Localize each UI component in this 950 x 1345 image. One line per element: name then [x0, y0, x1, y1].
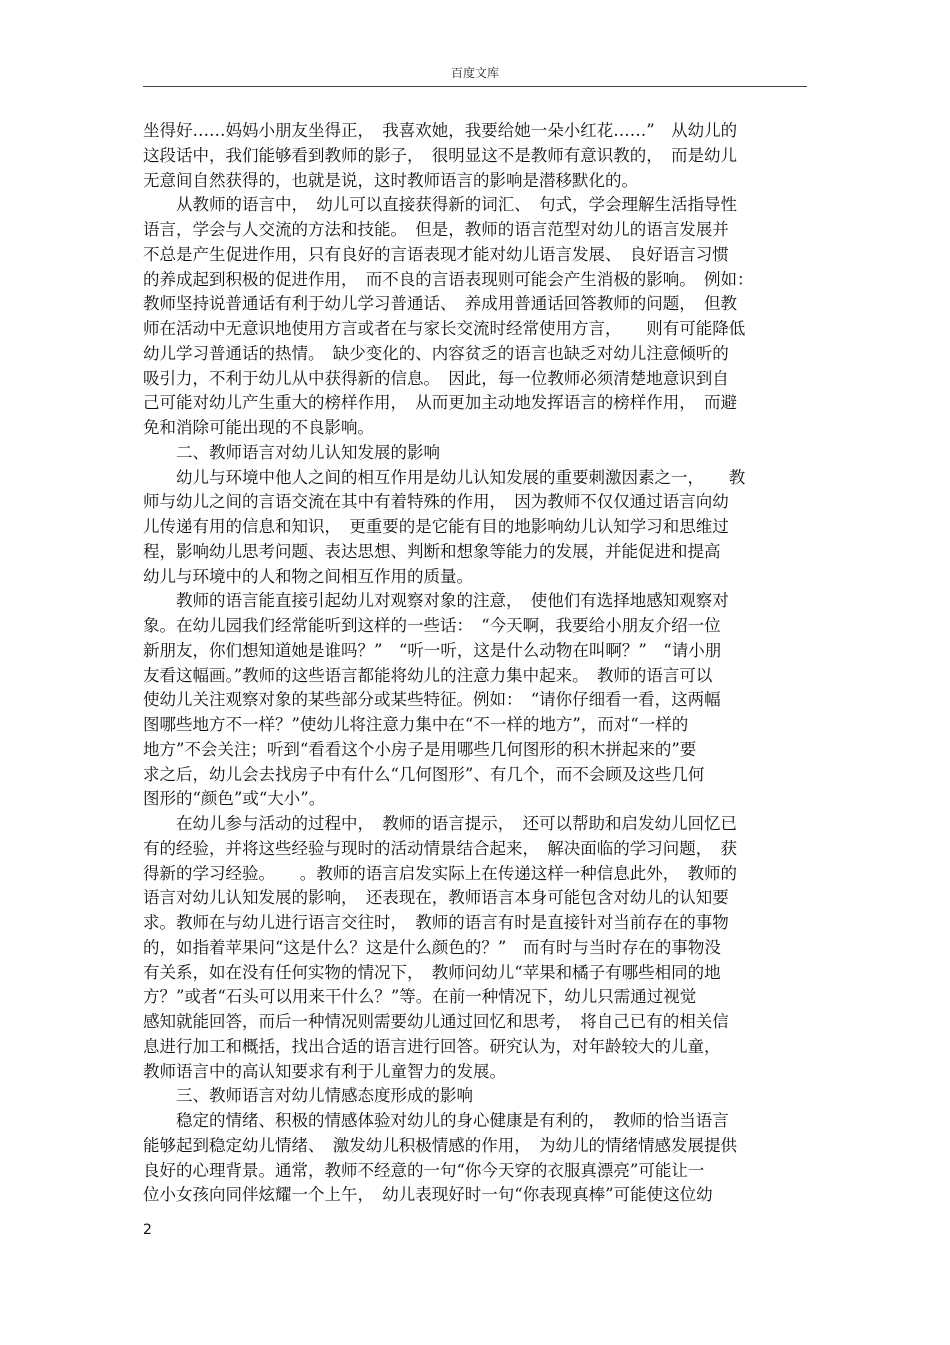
text-line: 吸引力，不利于幼儿从中获得新的信息。 因此，每一位教师必须清楚地意识到自	[143, 368, 729, 388]
text-line: 师与幼儿之间的言语交流在其中有着特殊的作用， 因为教师不仅仅通过语言向幼	[143, 492, 729, 512]
text-line: 己可能对幼儿产生重大的榜样作用， 从而更加主动地发挥语言的榜样作用， 而避	[143, 393, 737, 413]
text-line: 教师的语言能直接引起幼儿对观察对象的注意， 使他们有选择地感知观察对	[143, 591, 729, 611]
text-line: 在幼儿参与活动的过程中， 教师的语言提示， 还可以帮助和启发幼儿回忆已	[143, 814, 737, 833]
text-line: 求之后，幼儿会去找房子中有什么“几何图形”、有几个，而不会顾及这些几何	[143, 764, 705, 784]
text-line: 象。在幼儿园我们经常能听到这样的一些话： “今天啊，我要给小朋友介绍一位	[143, 616, 721, 635]
text-line: 求。教师在与幼儿进行语言交往时， 教师的语言有时是直接针对当前存在的事物	[143, 913, 729, 932]
text-line: 的养成起到积极的促进作用， 而不良的言语表现则可能会产生消极的影响。 例如：	[143, 269, 754, 289]
text-line: 无意间自然获得的，也就是说，这时教师语言的影响是潜移默化的。	[143, 170, 638, 190]
text-line: 语言对幼儿认知发展的影响， 还表现在，教师语言本身可能包含对幼儿的认知要	[143, 888, 729, 908]
header-divider	[143, 86, 807, 87]
page-header: 百度文库	[450, 66, 499, 80]
text-line: 感知就能回答，而后一种情况则需要幼儿通过回忆和思考， 将自己已有的相关信	[143, 1012, 729, 1031]
text-line: 图形的“颜色”或“大小”。	[143, 789, 326, 809]
text-line: 图哪些地方不一样？”使幼儿将注意力集中在“不一样的地方”，而对“一样的	[143, 715, 689, 734]
text-line: 友看这幅画。”教师的这些语言都能将幼儿的注意力集中起来。 教师的语言可以	[143, 665, 713, 685]
text-line: 从教师的语言中， 幼儿可以直接获得新的词汇、 句式，学会理解生活指导性	[143, 195, 737, 215]
text-line: 二、教师语言对幼儿认知发展的影响	[143, 442, 440, 462]
text-line: 不总是产生促进作用，只有良好的言语表现才能对幼儿语言发展、 良好语言习惯	[143, 244, 729, 264]
text-line: 教师语言中的高认知要求有利于儿童智力的发展。	[143, 1061, 506, 1081]
text-line: 师在活动中无意识地使用方言或者在与家长交流时经常使用方言， 则有可能降低	[143, 319, 746, 338]
text-line: 使幼儿关注观察对象的某些部分或某些特征。例如： “请你仔细看一看，这两幅	[143, 690, 721, 710]
text-line: 位小女孩向同伴炫耀一个上午， 幼儿表现好时一句“你表现真棒”可能使这位幼	[143, 1185, 713, 1205]
text-line: 新朋友，你们想知道她是谁吗？” “听一听，这是什么动物在叫啊？” “请小朋	[143, 640, 722, 660]
text-line: 幼儿与环境中他人之间的相互作用是幼儿认知发展的重要刺激因素之一， 教	[143, 467, 746, 487]
text-line: 息进行加工和概括，找出合适的语言进行回答。研究认为，对年龄较大的儿童，	[143, 1036, 721, 1056]
text-line: 有关系，如在没有任何实物的情况下， 教师问幼儿“苹果和橘子有哪些相同的地	[143, 962, 721, 982]
text-line: 程，影响幼儿思考问题、表达思想、判断和想象等能力的发展，并能促进和提高	[143, 541, 721, 561]
text-line: 方？”或者“石头可以用来干什么？”等。在前一种情况下，幼儿只需通过视觉	[143, 987, 697, 1007]
text-line: 得新的学习经验。 。教师的语言启发实际上在传递这样一种信息此外， 教师的	[143, 863, 737, 883]
text-line: 幼儿学习普通话的热情。 缺少变化的、内容贫乏的语言也缺乏对幼儿注意倾听的	[143, 343, 729, 363]
text-line: 三、教师语言对幼儿情感态度形成的影响	[143, 1086, 473, 1106]
text-line: 稳定的情绪、积极的情感体验对幼儿的身心健康是有利的， 教师的恰当语言	[143, 1111, 729, 1130]
text-line: 教师坚持说普通话有利于幼儿学习普通话、 养成用普通话回答教师的问题， 但教	[143, 294, 737, 314]
text-line: 幼儿与环境中的人和物之间相互作用的质量。	[143, 566, 473, 586]
text-line: 能够起到稳定幼儿情绪、 激发幼儿积极情感的作用， 为幼儿的情绪情感发展提供	[143, 1135, 737, 1155]
text-line: 地方”不会关注；听到“看看这个小房子是用哪些几何图形的积木拼起来的”要	[143, 739, 697, 759]
text-line: 语言，学会与人交流的方法和技能。 但是，教师的语言范型对幼儿的语言发展并	[143, 220, 729, 239]
text-line: 儿传递有用的信息和知识， 更重要的是它能有目的地影响幼儿认知学习和思维过	[143, 517, 729, 536]
text-line: 良好的心理背景。通常，教师不经意的一句“你今天穿的衣服真漂亮”可能让一	[143, 1160, 705, 1180]
page-number: 2	[143, 1222, 152, 1238]
text-line: 坐得好……妈妈小朋友坐得正， 我喜欢她，我要给她一朵小红花……” 从幼儿的	[143, 121, 738, 140]
text-line: 这段话中，我们能够看到教师的影子， 很明显这不是教师有意识教的， 而是幼儿	[143, 145, 737, 165]
document-body	[143, 119, 813, 1208]
text-line: 有的经验，并将这些经验与现时的活动情景结合起来， 解决面临的学习问题， 获	[143, 838, 737, 858]
text-line: 免和消除可能出现的不良影响。	[143, 418, 374, 437]
text-line: 的，如指着苹果问“这是什么？这是什么颜色的？” 而有时与当时存在的事物没	[143, 937, 721, 957]
